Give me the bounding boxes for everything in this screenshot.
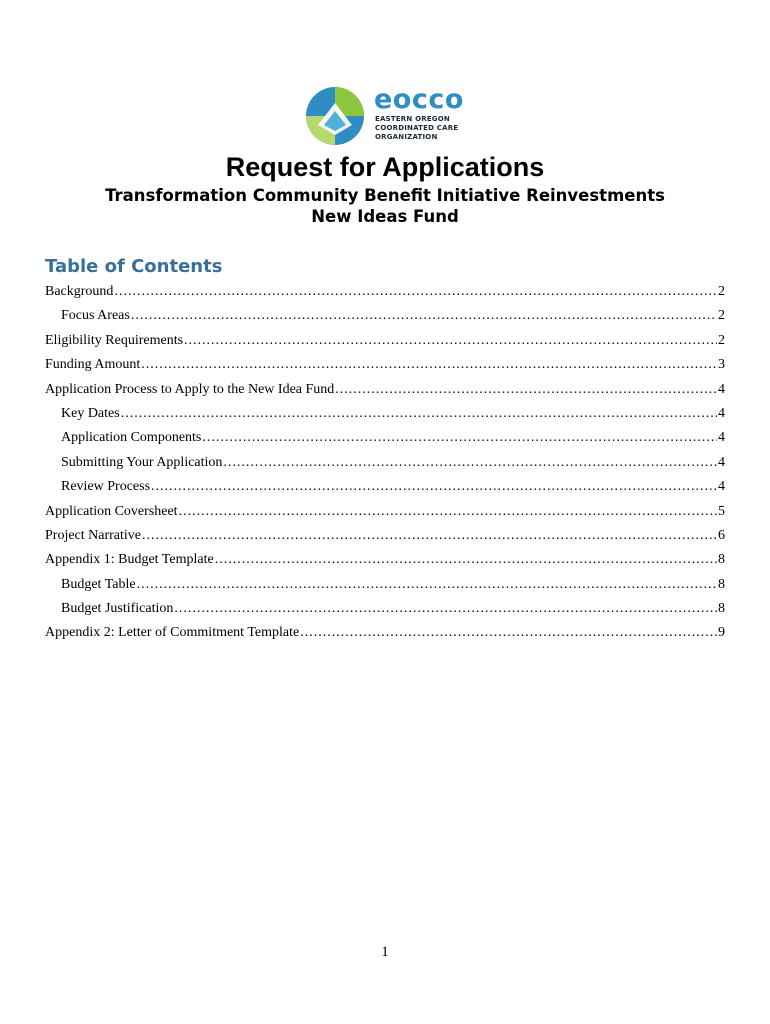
toc-entry[interactable] [45,304,725,328]
toc-dot-leader [223,451,717,475]
toc-entry[interactable] [45,548,725,572]
toc-entry-page: 4 [718,405,725,421]
toc-dot-leader [131,304,717,328]
toc-dot-leader [300,621,717,645]
table-of-contents [45,280,725,646]
toc-dot-leader [202,426,717,450]
toc-entry-page: 6 [718,527,725,543]
toc-entry[interactable] [45,378,725,402]
toc-entry-label: Funding Amount [45,357,141,373]
toc-entry-label: Eligibility Requirements [45,332,184,348]
toc-entry-label: Submitting Your Application [61,454,223,470]
toc-entry-label: Application Coversheet [45,503,178,519]
toc-entry-page: 8 [718,552,725,568]
toc-dot-leader [114,280,717,304]
toc-entry[interactable] [45,573,725,597]
logo-tagline-line: ORGANIZATION [375,133,438,141]
toc-dot-leader [141,353,717,377]
logo-tagline [375,115,458,142]
toc-dot-leader [142,524,717,548]
toc-entry-page: 9 [718,625,725,641]
toc-entry-label: Budget Table [61,576,136,592]
toc-heading: Table of Contents [45,256,223,277]
toc-dot-leader [137,573,717,597]
toc-dot-leader [184,329,717,353]
toc-entry-page: 4 [718,479,725,495]
toc-entry[interactable] [45,451,725,475]
toc-entry-page: 4 [718,381,725,397]
toc-dot-leader [335,378,717,402]
toc-entry-label: Key Dates [61,405,120,421]
toc-entry-page: 8 [718,576,725,592]
toc-entry-page: 2 [718,308,725,324]
toc-entry[interactable] [45,524,725,548]
toc-entry[interactable] [45,353,725,377]
eocco-logo-mark-icon [304,85,366,147]
toc-entry-label: Application Components [61,430,202,446]
logo-tagline-line: EASTERN OREGON [375,115,450,123]
toc-entry-page: 4 [718,454,725,470]
toc-dot-leader [121,402,717,426]
eocco-logo [304,85,474,145]
toc-entry-label: Project Narrative [45,527,142,543]
toc-entry-label: Budget Justification [61,601,174,617]
document-title: Request for Applications [225,152,545,182]
toc-dot-leader [179,500,717,524]
toc-entry[interactable] [45,426,725,450]
logo-tagline-line: COORDINATED CARE [375,124,459,132]
toc-entry[interactable] [45,280,725,304]
toc-entry-page: 2 [718,332,725,348]
toc-dot-leader [151,475,717,499]
toc-entry[interactable] [45,329,725,353]
toc-dot-leader [174,597,717,621]
toc-entry[interactable] [45,500,725,524]
document-subtitle-line1: Transformation Community Benefit Initiative Reinvestments [105,186,665,205]
toc-entry-page: 3 [718,357,725,373]
toc-entry-page: 8 [718,601,725,617]
toc-dot-leader [215,548,717,572]
toc-entry[interactable] [45,475,725,499]
toc-entry-label: Appendix 1: Budget Template [45,552,214,568]
page-number: 1 [381,944,389,960]
document-subtitle-line2: New Ideas Fund [311,207,459,226]
toc-entry-label: Application Process to Apply to the New Idea Fund [45,381,335,397]
toc-entry-page: 5 [718,503,725,519]
toc-entry[interactable] [45,597,725,621]
toc-entry[interactable] [45,402,725,426]
toc-entry-page: 2 [718,284,725,299]
toc-entry-label: Appendix 2: Letter of Commitment Template [45,625,300,641]
toc-entry-page: 4 [718,430,725,446]
toc-entry-label: Review Process [61,479,151,495]
toc-entry-label: Background [45,284,114,299]
toc-entry-label: Focus Areas [61,308,130,324]
toc-entry[interactable] [45,621,725,645]
logo-wordmark: eocco [374,84,464,115]
